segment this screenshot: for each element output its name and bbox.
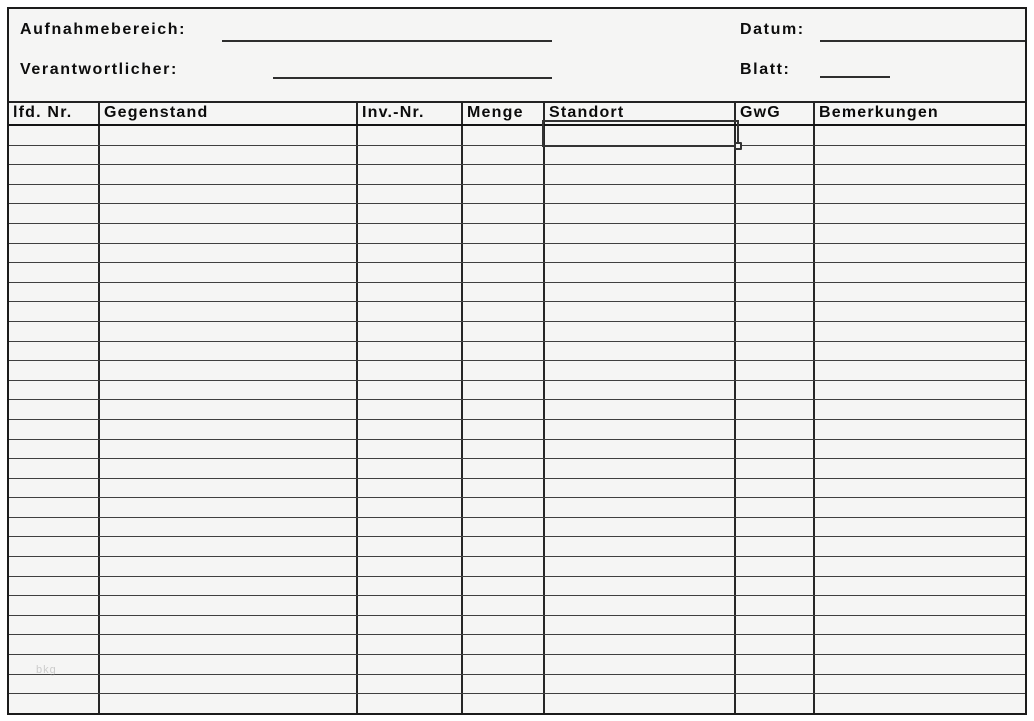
- cell[interactable]: [545, 400, 736, 419]
- cell[interactable]: [736, 146, 815, 165]
- cell[interactable]: [358, 302, 463, 321]
- column-header-lfd-nr[interactable]: lfd. Nr.: [9, 103, 100, 124]
- cell[interactable]: [815, 577, 1025, 596]
- verantwortlicher-label: Verantwortlicher:: [20, 61, 178, 78]
- cell[interactable]: [100, 577, 358, 596]
- cell[interactable]: [358, 361, 463, 380]
- table-row: [9, 556, 1025, 576]
- table-row: [9, 458, 1025, 478]
- table-row: [9, 693, 1025, 713]
- cell[interactable]: [815, 204, 1025, 223]
- cell[interactable]: [100, 126, 358, 145]
- cell[interactable]: [815, 420, 1025, 439]
- table-row: [9, 380, 1025, 400]
- cell[interactable]: [358, 165, 463, 184]
- fill-handle-icon[interactable]: [734, 142, 742, 150]
- table-row: [9, 203, 1025, 223]
- cell[interactable]: [736, 185, 815, 204]
- cell[interactable]: [545, 263, 736, 282]
- table-row: [9, 654, 1025, 674]
- cell[interactable]: [736, 537, 815, 556]
- cell[interactable]: [545, 322, 736, 341]
- table-row: [9, 615, 1025, 635]
- blatt-field-line[interactable]: [820, 76, 890, 78]
- table-row: [9, 478, 1025, 498]
- cell[interactable]: [815, 165, 1025, 184]
- cell[interactable]: [545, 204, 736, 223]
- cell[interactable]: [736, 420, 815, 439]
- table-row: [9, 439, 1025, 459]
- datum-label: Datum:: [740, 21, 805, 38]
- cell[interactable]: [815, 302, 1025, 321]
- cell[interactable]: [358, 185, 463, 204]
- cell[interactable]: [358, 518, 463, 537]
- table-body: [9, 126, 1025, 713]
- cell[interactable]: [736, 655, 815, 674]
- cell[interactable]: [463, 224, 545, 243]
- cell[interactable]: [736, 596, 815, 615]
- cell[interactable]: [545, 616, 736, 635]
- cell[interactable]: [736, 498, 815, 517]
- cell[interactable]: [358, 204, 463, 223]
- cell[interactable]: [815, 635, 1025, 654]
- page-frame: [7, 7, 1027, 715]
- cell[interactable]: [545, 459, 736, 478]
- blatt-label: Blatt:: [740, 61, 791, 78]
- cell[interactable]: [358, 146, 463, 165]
- cell[interactable]: [9, 440, 100, 459]
- cell[interactable]: [9, 302, 100, 321]
- cell[interactable]: [736, 440, 815, 459]
- cell[interactable]: [358, 420, 463, 439]
- cell[interactable]: [815, 224, 1025, 243]
- table-row: [9, 126, 1025, 145]
- cell[interactable]: [463, 675, 545, 694]
- cell[interactable]: [9, 126, 100, 145]
- cell[interactable]: [736, 361, 815, 380]
- cell[interactable]: [463, 479, 545, 498]
- datum-field-line[interactable]: [820, 40, 1025, 42]
- cell[interactable]: [463, 616, 545, 635]
- cell[interactable]: [545, 342, 736, 361]
- cell[interactable]: [100, 557, 358, 576]
- cell[interactable]: [358, 244, 463, 263]
- cell[interactable]: [815, 185, 1025, 204]
- cell[interactable]: [100, 655, 358, 674]
- cell[interactable]: [545, 675, 736, 694]
- cell[interactable]: [9, 283, 100, 302]
- cell[interactable]: [463, 400, 545, 419]
- cell[interactable]: [736, 616, 815, 635]
- cell[interactable]: [9, 694, 100, 713]
- cell[interactable]: [100, 361, 358, 380]
- table-row: [9, 536, 1025, 556]
- column-header-standort[interactable]: Standort: [545, 103, 736, 124]
- cell[interactable]: [9, 537, 100, 556]
- cell[interactable]: [100, 342, 358, 361]
- cell[interactable]: [358, 577, 463, 596]
- cell[interactable]: [100, 165, 358, 184]
- cell[interactable]: [545, 537, 736, 556]
- cell[interactable]: [815, 126, 1025, 145]
- cell[interactable]: [463, 655, 545, 674]
- cell[interactable]: [815, 655, 1025, 674]
- cell[interactable]: [9, 165, 100, 184]
- cell[interactable]: [815, 263, 1025, 282]
- cell[interactable]: [736, 263, 815, 282]
- cell[interactable]: [9, 244, 100, 263]
- cell[interactable]: [815, 694, 1025, 713]
- cell[interactable]: [100, 204, 358, 223]
- cell[interactable]: [736, 518, 815, 537]
- cell[interactable]: [100, 381, 358, 400]
- cell[interactable]: [815, 283, 1025, 302]
- table-row: [9, 282, 1025, 302]
- cell[interactable]: [100, 322, 358, 341]
- table-header-row: [9, 103, 1025, 126]
- cell[interactable]: [736, 244, 815, 263]
- table-row: [9, 576, 1025, 596]
- cell[interactable]: [815, 518, 1025, 537]
- cell[interactable]: [100, 518, 358, 537]
- cell[interactable]: [463, 185, 545, 204]
- column-header-inv-nr[interactable]: Inv.-Nr.: [358, 103, 463, 124]
- cell[interactable]: [358, 459, 463, 478]
- table-row: [9, 399, 1025, 419]
- cell[interactable]: [545, 146, 736, 165]
- cell[interactable]: [545, 577, 736, 596]
- cell[interactable]: [736, 224, 815, 243]
- cell[interactable]: [545, 655, 736, 674]
- aufnahmebereich-field-line[interactable]: [222, 40, 552, 42]
- cell[interactable]: [100, 420, 358, 439]
- cell[interactable]: [358, 675, 463, 694]
- cell[interactable]: [815, 498, 1025, 517]
- cell[interactable]: [815, 244, 1025, 263]
- table-row: [9, 634, 1025, 654]
- cell[interactable]: [463, 518, 545, 537]
- cell[interactable]: [545, 596, 736, 615]
- cell[interactable]: [358, 381, 463, 400]
- cell[interactable]: [358, 498, 463, 517]
- cell[interactable]: [463, 420, 545, 439]
- cell[interactable]: [463, 165, 545, 184]
- cell[interactable]: [815, 322, 1025, 341]
- cell[interactable]: [545, 302, 736, 321]
- cell[interactable]: [9, 675, 100, 694]
- table-row: [9, 497, 1025, 517]
- cell[interactable]: [100, 537, 358, 556]
- cell[interactable]: [358, 342, 463, 361]
- cell[interactable]: [815, 596, 1025, 615]
- cell[interactable]: [358, 224, 463, 243]
- cell[interactable]: [358, 283, 463, 302]
- cell-cursor[interactable]: [542, 120, 739, 147]
- cell[interactable]: [9, 361, 100, 380]
- cell[interactable]: [9, 204, 100, 223]
- cell[interactable]: [9, 322, 100, 341]
- cell[interactable]: [9, 185, 100, 204]
- cell[interactable]: [100, 498, 358, 517]
- cell[interactable]: [463, 537, 545, 556]
- cell[interactable]: [100, 185, 358, 204]
- cell[interactable]: [358, 479, 463, 498]
- cell[interactable]: [358, 126, 463, 145]
- cell[interactable]: [9, 420, 100, 439]
- cell[interactable]: [358, 635, 463, 654]
- cell[interactable]: [358, 400, 463, 419]
- cell[interactable]: [736, 400, 815, 419]
- table-row: [9, 674, 1025, 694]
- table-row: [9, 419, 1025, 439]
- cell[interactable]: [545, 518, 736, 537]
- cell[interactable]: [736, 165, 815, 184]
- cell[interactable]: [815, 557, 1025, 576]
- cell[interactable]: [358, 263, 463, 282]
- cell[interactable]: [545, 283, 736, 302]
- watermark: bkg: [36, 664, 57, 676]
- cell[interactable]: [100, 635, 358, 654]
- table-row: [9, 243, 1025, 263]
- cell[interactable]: [736, 126, 815, 145]
- column-header-menge[interactable]: Menge: [463, 103, 545, 124]
- cell[interactable]: [100, 224, 358, 243]
- cell[interactable]: [736, 302, 815, 321]
- cell[interactable]: [545, 557, 736, 576]
- cell[interactable]: [463, 204, 545, 223]
- aufnahmebereich-label: Aufnahmebereich:: [20, 21, 187, 38]
- cell[interactable]: [100, 675, 358, 694]
- cell[interactable]: [9, 577, 100, 596]
- cell[interactable]: [100, 596, 358, 615]
- column-header-bemerkungen[interactable]: Bemerkungen: [819, 104, 939, 121]
- cell[interactable]: [815, 459, 1025, 478]
- table-row: [9, 301, 1025, 321]
- cell[interactable]: [815, 146, 1025, 165]
- cell[interactable]: [100, 263, 358, 282]
- table-row: [9, 145, 1025, 165]
- cell[interactable]: [545, 244, 736, 263]
- cell[interactable]: [100, 459, 358, 478]
- cell[interactable]: [736, 204, 815, 223]
- cell[interactable]: [736, 381, 815, 400]
- cell[interactable]: [463, 694, 545, 713]
- cell[interactable]: [463, 498, 545, 517]
- cell[interactable]: [358, 537, 463, 556]
- cell[interactable]: [815, 537, 1025, 556]
- cell[interactable]: [815, 616, 1025, 635]
- cell[interactable]: [545, 694, 736, 713]
- cell[interactable]: [545, 361, 736, 380]
- table-row: [9, 360, 1025, 380]
- cell[interactable]: [100, 302, 358, 321]
- cell[interactable]: [100, 244, 358, 263]
- cell[interactable]: [463, 440, 545, 459]
- cell[interactable]: [463, 577, 545, 596]
- cell[interactable]: [736, 577, 815, 596]
- cell[interactable]: [9, 635, 100, 654]
- cell[interactable]: [463, 342, 545, 361]
- cell[interactable]: [9, 596, 100, 615]
- cell[interactable]: [463, 263, 545, 282]
- cell[interactable]: [463, 557, 545, 576]
- cell[interactable]: [100, 479, 358, 498]
- cell[interactable]: [815, 342, 1025, 361]
- cell[interactable]: [9, 459, 100, 478]
- cell[interactable]: [736, 322, 815, 341]
- table-row: [9, 341, 1025, 361]
- cell[interactable]: [736, 342, 815, 361]
- verantwortlicher-field-line[interactable]: [273, 77, 552, 79]
- inventory-table: [9, 101, 1025, 713]
- cell[interactable]: [545, 440, 736, 459]
- cell[interactable]: [463, 322, 545, 341]
- cell[interactable]: [815, 361, 1025, 380]
- cell[interactable]: [9, 400, 100, 419]
- cell[interactable]: [358, 616, 463, 635]
- cell[interactable]: [545, 185, 736, 204]
- table-row: [9, 321, 1025, 341]
- cell[interactable]: [463, 283, 545, 302]
- cell[interactable]: [463, 635, 545, 654]
- cell[interactable]: [9, 381, 100, 400]
- cell[interactable]: [815, 400, 1025, 419]
- cell[interactable]: [736, 675, 815, 694]
- cell[interactable]: [100, 283, 358, 302]
- cell[interactable]: [463, 244, 545, 263]
- cell[interactable]: [100, 440, 358, 459]
- cell[interactable]: [358, 322, 463, 341]
- cell[interactable]: [463, 146, 545, 165]
- cell[interactable]: [9, 263, 100, 282]
- cell[interactable]: [358, 655, 463, 674]
- table-row: [9, 517, 1025, 537]
- cell[interactable]: [545, 224, 736, 243]
- cell[interactable]: [100, 616, 358, 635]
- cell[interactable]: [100, 146, 358, 165]
- cell[interactable]: [9, 498, 100, 517]
- cell[interactable]: [815, 479, 1025, 498]
- cell[interactable]: [9, 479, 100, 498]
- cell[interactable]: [545, 635, 736, 654]
- table-row: [9, 595, 1025, 615]
- cell[interactable]: [9, 616, 100, 635]
- cell[interactable]: [9, 342, 100, 361]
- cell[interactable]: [545, 420, 736, 439]
- cell[interactable]: [100, 400, 358, 419]
- table-row: [9, 223, 1025, 243]
- cell[interactable]: [463, 126, 545, 145]
- cell[interactable]: [463, 459, 545, 478]
- cell[interactable]: [545, 381, 736, 400]
- column-header-gwg[interactable]: GwG: [736, 103, 815, 124]
- cell[interactable]: [545, 498, 736, 517]
- cell[interactable]: [815, 440, 1025, 459]
- cell[interactable]: [736, 557, 815, 576]
- cell[interactable]: [736, 479, 815, 498]
- cell[interactable]: [463, 361, 545, 380]
- cell[interactable]: [358, 557, 463, 576]
- table-row: [9, 184, 1025, 204]
- cell[interactable]: [463, 596, 545, 615]
- column-header-gegenstand[interactable]: Gegenstand: [100, 103, 358, 124]
- cell[interactable]: [358, 440, 463, 459]
- cell[interactable]: [463, 302, 545, 321]
- cell[interactable]: [358, 596, 463, 615]
- cell[interactable]: [815, 675, 1025, 694]
- cell[interactable]: [736, 459, 815, 478]
- cell[interactable]: [545, 165, 736, 184]
- cell[interactable]: [736, 635, 815, 654]
- table-row: [9, 262, 1025, 282]
- cell[interactable]: [100, 694, 358, 713]
- cell[interactable]: [358, 694, 463, 713]
- cell[interactable]: [463, 381, 545, 400]
- cell[interactable]: [815, 381, 1025, 400]
- cell[interactable]: [9, 224, 100, 243]
- cell[interactable]: [736, 694, 815, 713]
- cell[interactable]: [736, 283, 815, 302]
- table-row: [9, 164, 1025, 184]
- cell[interactable]: [9, 557, 100, 576]
- cell[interactable]: [545, 479, 736, 498]
- cell[interactable]: [9, 146, 100, 165]
- cell[interactable]: [9, 518, 100, 537]
